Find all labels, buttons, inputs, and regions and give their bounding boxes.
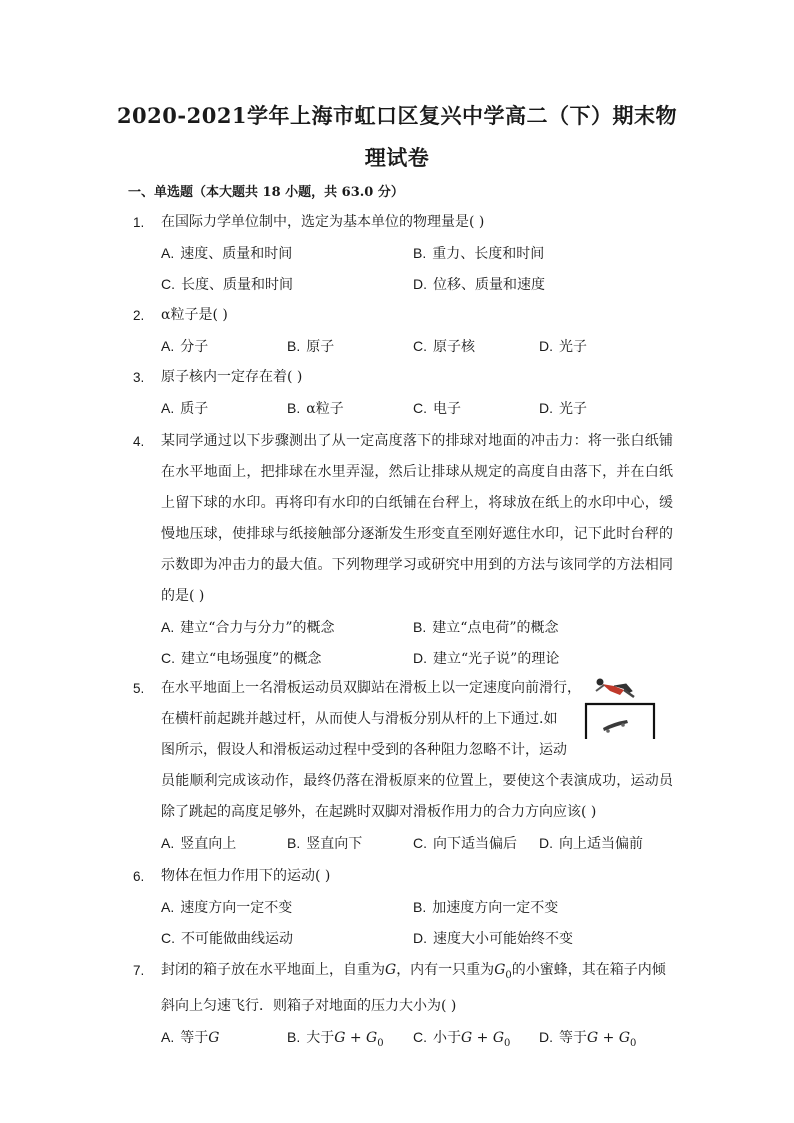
- option-row: [161, 643, 673, 674]
- question-stem-line: 图所示，假设人和滑板运动过程中受到的各种阻力忽略不计，运动: [161, 742, 567, 758]
- option-row: [161, 1022, 673, 1053]
- option-a[interactable]: A. 竖直向上: [161, 835, 237, 852]
- option-row: [161, 331, 673, 362]
- option-b[interactable]: B. 原子: [287, 338, 335, 355]
- option-c[interactable]: C. 建立“电场强度”的概念: [161, 650, 322, 667]
- option-row: [161, 269, 673, 300]
- question-2: [133, 300, 673, 362]
- question-1: [133, 207, 673, 300]
- option-a[interactable]: A. 等于G: [161, 1028, 220, 1046]
- option-b[interactable]: B. 竖直向下: [287, 835, 363, 852]
- option-b[interactable]: B. α粒子: [287, 400, 344, 417]
- question-number: 1.: [133, 215, 145, 230]
- option-a[interactable]: A. 速度方向一定不变: [161, 899, 293, 916]
- option-b[interactable]: B. 加速度方向一定不变: [413, 899, 559, 916]
- option-b[interactable]: B. 重力、长度和时间: [413, 245, 545, 262]
- question-stem: 某同学通过以下步骤测出了从一定高度落下的排球对地面的冲击力：将一张白纸铺在水平地面上，把排球在水里弄湿，然后让排球从规定的高度自由落下，并在白纸上留下球的水印。再将印有水印的白纸铺在台秤上，将球放在纸上的水印中心，缓慢地压球，使排球与纸接触部分逐渐发生形变直至刚好遮住水印，记下此时台秤的示数即为冲击力的最大值。下列物理学习或研究中用到的方法与该同学的方法相同的是( ): [161, 433, 673, 604]
- math-g: G: [385, 962, 397, 978]
- question-stem: 原子核内一定存在着( ): [161, 369, 303, 385]
- section-heading: 一、单选题（本大题共 18 小题，共 63.0 分）: [128, 185, 404, 200]
- question-stem: 封闭的箱子放在水平地面上，自重为G，内有一只重为$G_0$的小蜜蜂，其在箱子内倾斜向上匀速飞行．则箱子对地面的压力大小为( ): [161, 962, 666, 1014]
- option-d[interactable]: D. 位移、质量和速度: [413, 276, 545, 293]
- option-row: [161, 828, 673, 859]
- question-4: [133, 426, 673, 674]
- question-7: [133, 955, 673, 1053]
- option-c[interactable]: C. 不可能做曲线运动: [161, 930, 293, 947]
- option-a[interactable]: A. 分子: [161, 338, 209, 355]
- option-c[interactable]: C. 电子: [413, 400, 461, 417]
- question-stem: 物体在恒力作用下的运动( ): [161, 868, 331, 884]
- question-number: 2.: [133, 308, 145, 323]
- option-row: [161, 393, 673, 424]
- option-c[interactable]: C. 向下适当偏后: [413, 835, 517, 852]
- question-3: [133, 362, 673, 424]
- option-d[interactable]: D. 等于$G + G_0$: [539, 1028, 637, 1049]
- question-stem-line: 在水平地面上一名滑板运动员双脚站在滑板上以一定速度向前滑行，: [161, 680, 581, 696]
- question-number: 4.: [133, 434, 145, 449]
- option-c[interactable]: C. 原子核: [413, 338, 475, 355]
- option-a[interactable]: A. 速度、质量和时间: [161, 245, 293, 262]
- option-d[interactable]: D. 光子: [539, 338, 587, 355]
- page-title-line1: 2020-2021学年上海市虹口区复兴中学高二（下）期末物: [116, 103, 678, 128]
- option-d[interactable]: D. 建立“光子说”的理论: [413, 650, 560, 667]
- option-b[interactable]: B. 大于$G + G_0$: [287, 1028, 384, 1049]
- page-title-line2: 理试卷: [364, 145, 430, 170]
- question-number: 3.: [133, 370, 145, 385]
- math-g0: G: [494, 962, 506, 978]
- option-d[interactable]: D. 速度大小可能始终不变: [413, 930, 573, 947]
- question-number: 7.: [133, 963, 145, 978]
- question-stem: α粒子是( ): [161, 307, 228, 323]
- option-c[interactable]: C. 小于$G + G_0$: [413, 1028, 511, 1049]
- question-6: [133, 861, 673, 954]
- option-b[interactable]: B. 建立“点电荷”的概念: [413, 619, 559, 636]
- option-c[interactable]: C. 长度、质量和时间: [161, 276, 293, 293]
- option-a[interactable]: A. 质子: [161, 400, 209, 417]
- question-stem-line: 在横杆前起跳并越过杆，从而使人与滑板分别从杆的上下通过.如: [161, 711, 558, 727]
- question-stem-line: 员能顺利完成该动作，最终仍落在滑板原来的位置上，要使这个表演成功，运动员除了跳起的高度足够外，在起跳时双脚对滑板作用力的合力方向应该( ): [161, 773, 673, 820]
- skateboard-jump-figure: [580, 673, 660, 743]
- option-row: [161, 238, 673, 269]
- option-d[interactable]: D. 光子: [539, 400, 587, 417]
- option-d[interactable]: D. 向上适当偏前: [539, 835, 643, 852]
- option-row: [161, 612, 673, 643]
- question-stem: 在国际力学单位制中，选定为基本单位的物理量是( ): [161, 214, 485, 230]
- question-number: 5.: [133, 681, 145, 696]
- question-number: 6.: [133, 869, 145, 884]
- option-row: [161, 892, 673, 923]
- option-a[interactable]: A. 建立“合力与分力”的概念: [161, 619, 335, 636]
- option-row: [161, 923, 673, 954]
